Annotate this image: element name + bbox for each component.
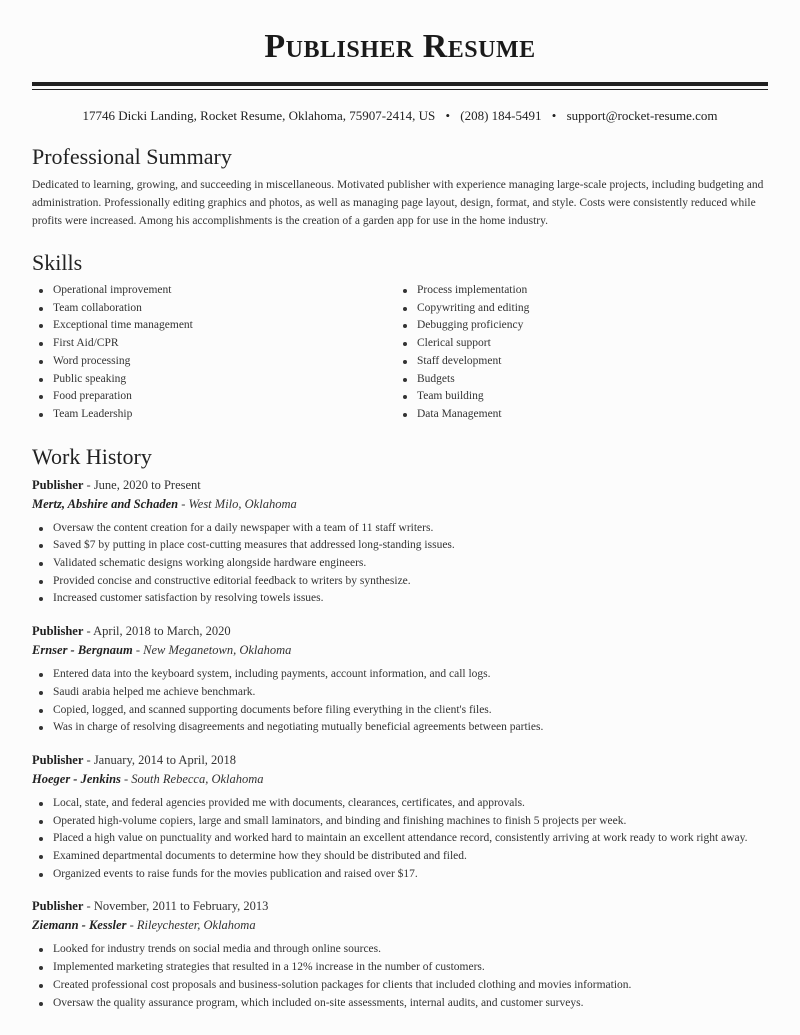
- job-duties: [32, 941, 768, 1012]
- job-duties: [32, 520, 768, 609]
- duty-item: Saudi arabia helped me achieve benchmark.: [32, 684, 768, 702]
- duty-item: Organized events to raise funds for the movies publication and raised over $17.: [32, 866, 768, 884]
- duty-item: Implemented marketing strategies that resulted in a 12% increase in the number of customers.: [32, 959, 768, 977]
- skill-item: Staff development: [396, 353, 760, 371]
- header-rule-thick: [32, 82, 768, 86]
- duty-item: Created professional cost proposals and business-solution packages for clients that included clothing and movies information.: [32, 977, 768, 995]
- duty-item: Operated high-volume copiers, large and small laminators, and binding and finishing machines to finish 5 projects per week.: [32, 813, 768, 831]
- job-employer: [32, 641, 768, 660]
- duty-item: Saved $7 by putting in place cost-cutting measures that addressed long-standing issues.: [32, 537, 768, 555]
- summary-heading: Professional Summary: [32, 144, 232, 169]
- duty-item: Oversaw the quality assurance program, which included on-site assessments, internal audits, and customer surveys.: [32, 995, 768, 1013]
- skills-list: [32, 282, 768, 424]
- duty-item: Entered data into the keyboard system, including payments, account information, and call logs.: [32, 666, 768, 684]
- duty-item: Was in charge of resolving disagreements and negotiating mutually beneficial agreements between parties.: [32, 719, 768, 737]
- skill-item: Copywriting and editing: [396, 300, 760, 318]
- duty-item: Copied, logged, and scanned supporting documents before filing everything in the client's files.: [32, 702, 768, 720]
- header-rule-thin: [32, 89, 768, 90]
- contact-line: [32, 108, 768, 124]
- job-employer: [32, 916, 768, 935]
- work-history-heading: Work History: [32, 443, 152, 469]
- job-dates: - June, 2020 to Present: [83, 477, 201, 492]
- job-entry: [32, 897, 768, 1012]
- job-location: - West Milo, Oklahoma: [178, 496, 297, 511]
- skill-item: Process implementation: [396, 282, 760, 300]
- skills-column-left: [32, 282, 396, 424]
- skill-item: Word processing: [32, 353, 396, 371]
- job-employer: [32, 770, 768, 789]
- skill-item: First Aid/CPR: [32, 335, 396, 353]
- skill-item: Operational improvement: [32, 282, 396, 300]
- job-employer: [32, 495, 768, 514]
- contact-separator: •: [445, 108, 451, 123]
- job-entry: [32, 622, 768, 737]
- skill-item: Food preparation: [32, 388, 396, 406]
- duty-item: Local, state, and federal agencies provided me with documents, clearances, certificates, and approvals.: [32, 795, 768, 813]
- job-company: Mertz, Abshire and Schaden: [32, 496, 179, 511]
- job-dates: - November, 2011 to February, 2013: [83, 899, 269, 914]
- job-entry: [32, 476, 768, 609]
- job-header: [32, 476, 768, 495]
- job-dates: - April, 2018 to March, 2020: [83, 624, 231, 639]
- skill-item: Data Management: [396, 406, 760, 424]
- job-role: Publisher: [32, 624, 84, 639]
- skill-item: Team collaboration: [32, 300, 396, 318]
- job-company: Ziemann - Kessler: [32, 918, 127, 933]
- duty-item: Examined departmental documents to determine how they should be distributed and filed.: [32, 848, 768, 866]
- contact-address: 17746 Dicki Landing, Rocket Resume, Oklahoma, 75907-2414, US: [82, 108, 436, 123]
- contact-separator: •: [551, 108, 557, 123]
- duty-item: Oversaw the content creation for a daily newspaper with a team of 11 staff writers.: [32, 520, 768, 538]
- contact-phone: (208) 184-5491: [460, 108, 542, 123]
- skill-item: Budgets: [396, 371, 760, 389]
- skill-item: Exceptional time management: [32, 317, 396, 335]
- job-header: [32, 622, 768, 641]
- job-header: [32, 897, 768, 916]
- job-company: Ernser - Bergnaum: [32, 643, 133, 658]
- contact-email: support@rocket-resume.com: [566, 108, 718, 123]
- resume-title: Publisher Resume: [264, 28, 536, 65]
- job-role: Publisher: [32, 899, 84, 914]
- job-location: - South Rebecca, Oklahoma: [120, 771, 264, 786]
- job-dates: - January, 2014 to April, 2018: [83, 752, 237, 767]
- skill-item: Debugging proficiency: [396, 317, 760, 335]
- skill-item: Public speaking: [32, 371, 396, 389]
- job-role: Publisher: [32, 477, 84, 492]
- duty-item: Provided concise and constructive editorial feedback to writers by synthesize.: [32, 573, 768, 591]
- job-role: Publisher: [32, 752, 84, 767]
- job-duties: [32, 666, 768, 737]
- skill-item: Team Leadership: [32, 406, 396, 424]
- job-company: Hoeger - Jenkins: [32, 771, 121, 786]
- skills-heading: Skills: [32, 250, 83, 275]
- duty-item: Placed a high value on punctuality and worked hard to maintain an excellent attendance record, consistently arriving at work ready to work right away.: [32, 830, 768, 848]
- job-entry: [32, 751, 768, 884]
- duty-item: Validated schematic designs working alongside hardware engineers.: [32, 555, 768, 573]
- duty-item: Looked for industry trends on social media and through online sources.: [32, 941, 768, 959]
- summary-text: Dedicated to learning, growing, and succeeding in miscellaneous. Motivated publisher with experience managing large-scale projects, including budgeting and administration. Professionally editing graphics and photos, as well as managing page layout, design, format, and style. Costs were consistently reduced while profits were increased. Among his accomplishments is the creation of a garden app for use in the home industry.: [32, 179, 764, 227]
- skills-column-right: [396, 282, 760, 424]
- job-location: - New Meganetown, Oklahoma: [132, 643, 292, 658]
- skill-item: Team building: [396, 388, 760, 406]
- skill-item: Clerical support: [396, 335, 760, 353]
- job-location: - Rileychester, Oklahoma: [126, 918, 256, 933]
- job-header: [32, 751, 768, 770]
- duty-item: Increased customer satisfaction by resolving towels issues.: [32, 590, 768, 608]
- job-duties: [32, 795, 768, 884]
